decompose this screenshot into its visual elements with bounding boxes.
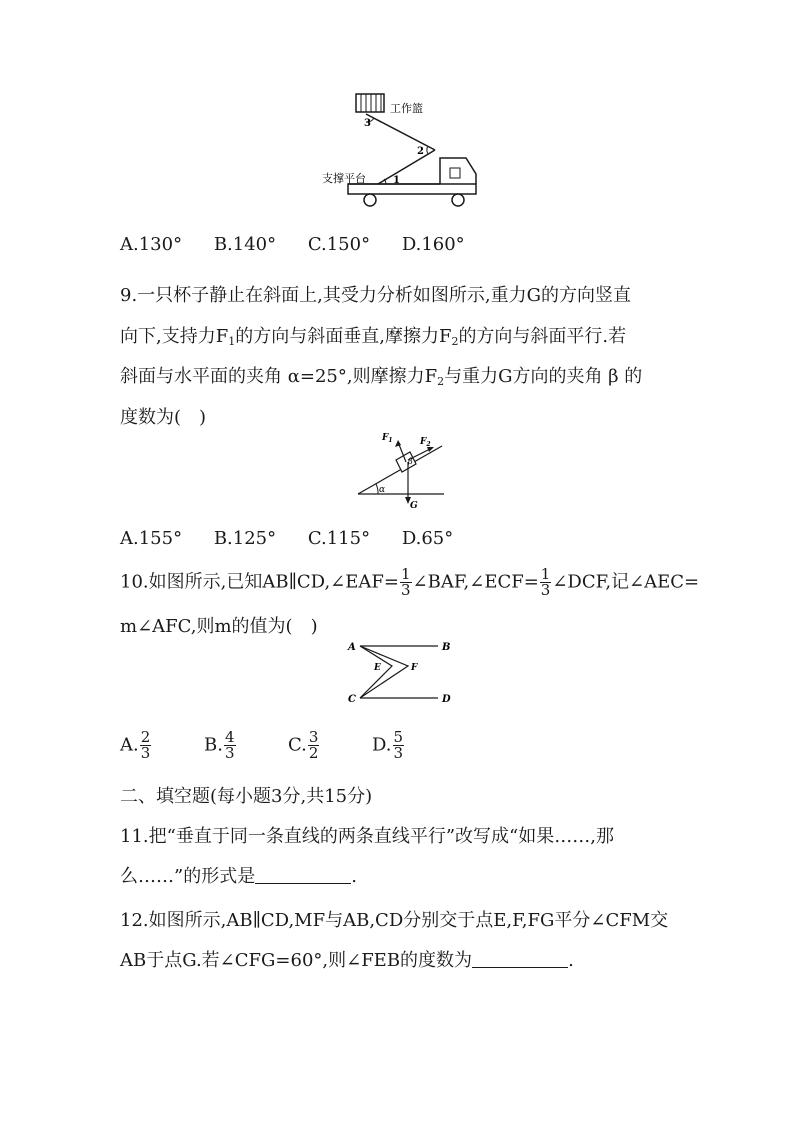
q10-line-1: 10.如图所示,已知AB∥CD,∠EAF= $\frac{1}{3}$ ∠BAF,∠ECF= $\frac{1}{3}$ ∠DCF,记∠AEC=: [120, 565, 700, 599]
q11-line-1: 11.把“垂直于同一条直线的两条直线平行”改写成“如果……,那: [120, 826, 614, 847]
label-g: G: [410, 501, 418, 511]
q10-option-b: B. $\frac{4}{3}$: [204, 728, 235, 762]
q10-option-c: C. $\frac{3}{2}$: [288, 728, 319, 762]
q9-options: [120, 528, 479, 549]
q8-option-b: B.140°: [213, 234, 277, 255]
q10-line-2: m∠AFC,则m的值为( ): [120, 616, 318, 637]
q10-option-a: A. $\frac{2}{3}$: [120, 728, 151, 762]
section-fill-in-heading: 二、填空题(每小题3分,共15分): [120, 786, 373, 807]
q8-option-a: A.130°: [120, 234, 183, 255]
q9-line-3: 斜面与水平面的夹角 α=25°,则摩擦力$F_2$与重力G方向的夹角 β 的: [120, 366, 643, 388]
q9-line-2: 向下,支持力$F_1$的方向与斜面垂直,摩擦力$F_2$的方向与斜面平行.若: [120, 326, 627, 348]
point-b: B: [442, 642, 451, 653]
answer-blank[interactable]: [472, 951, 568, 968]
angle-2-label: 2: [417, 146, 424, 157]
q9-option-d: D.65°: [401, 528, 454, 549]
q9-line-4: 度数为( ): [120, 407, 207, 428]
q9-option-b: B.125°: [213, 528, 277, 549]
point-a: A: [348, 642, 356, 653]
q12-line-2: AB于点G.若∠CFG=60°,则∠FEB的度数为 .: [120, 950, 574, 971]
label-beta: β: [408, 457, 413, 466]
q8-option-c: C.150°: [307, 234, 371, 255]
parallel-lines-figure: [342, 636, 458, 712]
point-c: C: [348, 694, 356, 705]
bucket-truck-figure: [318, 88, 488, 210]
fraction-one-third: $\frac{1}{3}$: [400, 565, 411, 599]
q9-line-1: 9.一只杯子静止在斜面上,其受力分析如图所示,重力G的方向竖直: [120, 285, 631, 306]
angle-3-label: 3: [364, 118, 371, 129]
answer-blank[interactable]: [255, 867, 351, 884]
angle-1-label: 1: [393, 175, 400, 186]
q9-option-c: C.115°: [307, 528, 371, 549]
point-f: F: [411, 663, 418, 673]
q8-option-d: D.160°: [401, 234, 465, 255]
slope-force-figure: [350, 428, 450, 512]
label-platform: 支撑平台: [322, 172, 366, 185]
q10-option-d: D. $\frac{5}{3}$: [372, 728, 404, 762]
label-f1: $F_1$: [382, 433, 393, 444]
fraction-one-third: $\frac{1}{3}$: [540, 565, 551, 599]
label-basket: 工作篮: [390, 102, 423, 115]
q12-line-1: 12.如图所示,AB∥CD,MF与AB,CD分别交于点E,F,FG平分∠CFM交: [120, 910, 669, 931]
point-e: E: [374, 663, 381, 673]
point-d: D: [442, 694, 451, 705]
q10-options: [120, 730, 456, 761]
q11-line-2: 么……”的形式是 .: [120, 866, 357, 887]
label-f2: $F_2$: [420, 437, 431, 448]
label-alpha: α: [379, 485, 386, 495]
q9-option-a: A.155°: [120, 528, 183, 549]
q8-options: [120, 234, 491, 255]
